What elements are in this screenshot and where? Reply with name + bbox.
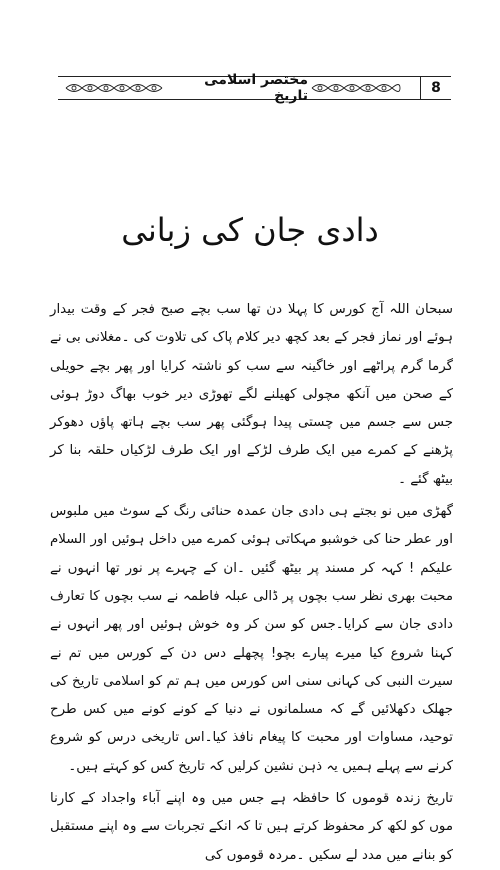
running-header (58, 72, 451, 104)
floral-ornament-icon (64, 80, 164, 96)
body-text (50, 296, 453, 870)
book-title: مختصر اسلامی تاریخ (204, 72, 308, 104)
paragraph: سبحان اللہ آج کورس کا پہلا دن تھا سب بچے صبح فجر کے وقت بیدار ہوئے اور نماز فجر کے بعد کچھ دیر کلام پاک کی تلاوت کی ۔مغلانی بی نے گرما گرم پراٹھے اور خاگینہ سے سب کو ناشتہ کرایا اور پھر بچے حویلی کے صحن میں آنکھ مچولی کھیلنے لگے تھوڑی دیر خوب بھاگ دوڑ ہوئی جس سے جسم میں چستی پیدا ہوگئی پھر سب بچے ہاتھ پاؤں دھوکر پڑھنے کے کمرے میں ایک طرف لڑکے اور ایک طرف لڑکیاں حلقہ بنا کر بیٹھ گئے ۔ (50, 302, 453, 487)
floral-ornament-icon (310, 80, 402, 96)
paragraph: تاریخ زندہ قوموں کا حافظہ ہے جس میں وہ اپنے آباء واجداد کے کارنا موں کو لکھ کر محفوظ کرتے ہیں تا کہ انکے تجربات سے وہ اپنے مستقبل کو بنانے میں مدد لے سکیں ۔مردہ قوموں کی (50, 791, 453, 863)
paragraph: گھڑی میں نو بجتے ہی دادی جان عمدہ حنائی رنگ کے سوٹ میں ملبوس اور عطر حنا کی خوشبو مہکاتی ہوئی کمرے میں داخل ہوئیں اور السلام علیکم ! کہہ کر مسند پر بیٹھ گئیں ۔ان کے چہرے پر نور تھا انہوں نے محبت بھری نظر سب بچوں پر ڈالی عبلہ فاطمہ نے سب بچوں کا تعارف دادی جان سے کرایا۔جس کو سن کر وہ خوش ہوئیں اور پھر انہوں نے کہنا شروع کیا میرے پیارے بچو! پچھلے دس دن کے کورس میں تم نے سیرت النبی کی کہانی سنی اس کورس میں ہم تم کو اسلامی تاریخ کی جھلک دکھلائیں گے کہ مسلمانوں نے دنیا کے کونے کونے میں کس طرح توحید، مساوات اور محبت کا پیغام نافذ کیا۔اس تاریخی درس کو شروع کرنے سے پہلے ہمیں یہ ذہن نشین کرلیں کہ تاریخ کس کو کہتے ہیں۔ (50, 504, 453, 774)
chapter-title: دادی جان کی زبانی (121, 211, 379, 249)
page-number: 8 (420, 76, 451, 100)
